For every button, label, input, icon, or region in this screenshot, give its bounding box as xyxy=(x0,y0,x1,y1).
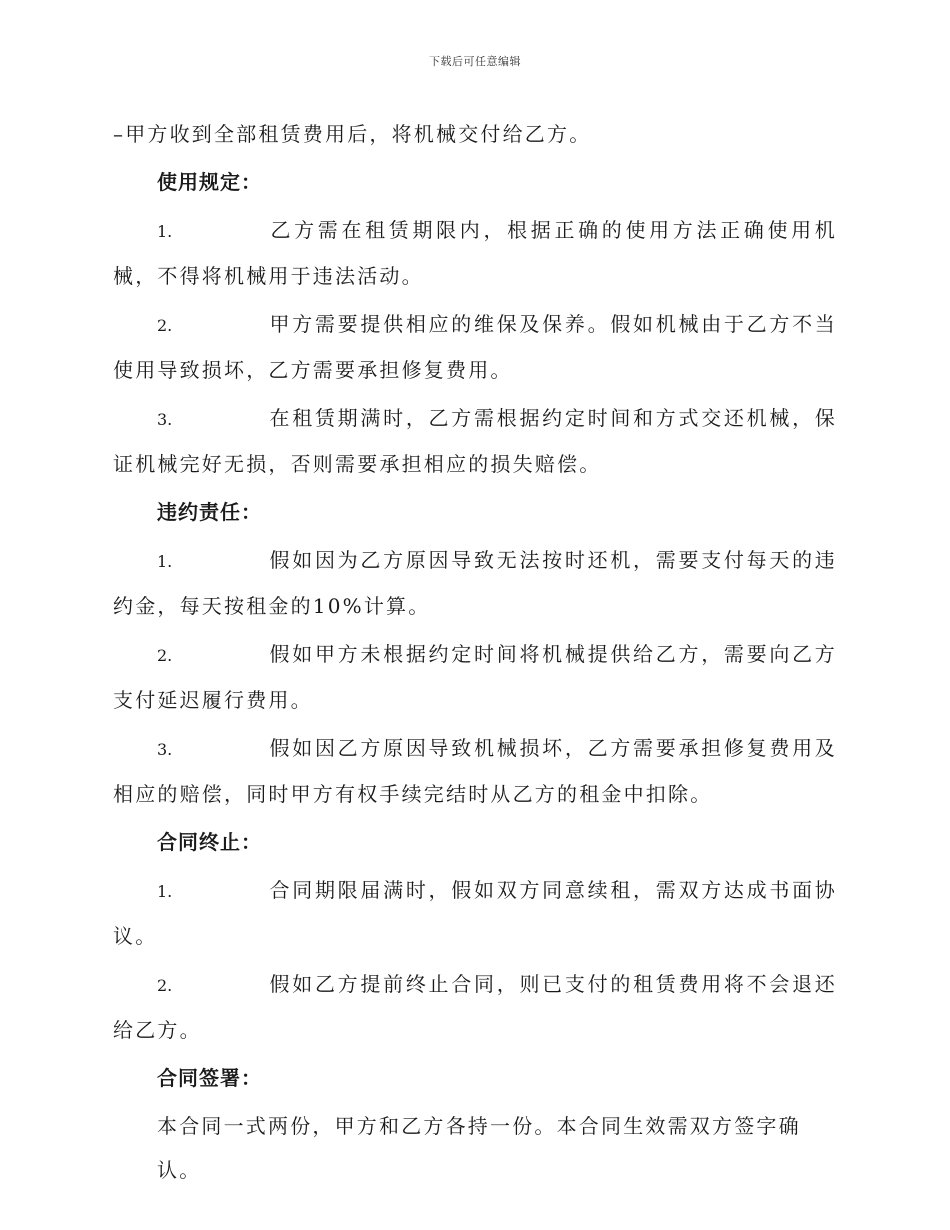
item-number: 2. xyxy=(157,976,173,995)
list-item xyxy=(113,962,837,1052)
closing-paragraph: 本合同一式两份，甲方和乙方各持一份。本合同生效需双方签字确认。 xyxy=(157,1114,801,1182)
item-text: 在租赁期满时，乙方需根据约定时间和方式交还机械，保证机械完好无损，否则需要承担相应的损失赔偿。 xyxy=(113,406,837,476)
item-number: 1. xyxy=(157,552,173,571)
document-body xyxy=(113,112,837,1192)
list-item xyxy=(113,396,837,486)
item-text: 合同期限届满时，假如双方同意续租，需双方达成书面协议。 xyxy=(113,878,837,948)
item-number: 1. xyxy=(157,222,173,241)
list-item xyxy=(113,868,837,958)
item-number: 3. xyxy=(157,410,173,429)
list-item xyxy=(113,538,837,628)
section-heading: 合同签署： xyxy=(157,1066,262,1090)
page-header: 下载后可任意编辑 xyxy=(429,55,521,68)
section-usage xyxy=(113,160,837,486)
item-number: 3. xyxy=(157,740,173,759)
list-item xyxy=(113,726,837,816)
section-signing xyxy=(113,1056,837,1192)
item-number: 2. xyxy=(157,646,173,665)
item-text: 假如甲方未根据约定时间将机械提供给乙方，需要向乙方支付延迟履行费用。 xyxy=(113,642,837,712)
item-text: 假如因为乙方原因导致无法按时还机，需要支付每天的违约金，每天按租金的10%计算。 xyxy=(113,548,837,618)
item-number: 2. xyxy=(157,316,173,335)
section-heading: 使用规定： xyxy=(157,170,262,194)
intro-paragraph: –甲方收到全部租赁费用后，将机械交付给乙方。 xyxy=(113,122,592,146)
section-heading: 合同终止： xyxy=(157,830,262,854)
section-termination xyxy=(113,820,837,1052)
item-number: 1. xyxy=(157,882,173,901)
item-text: 甲方需要提供相应的维保及保养。假如机械由于乙方不当使用导致损坏，乙方需要承担修复费用。 xyxy=(113,312,837,382)
item-text: 假如乙方提前终止合同，则已支付的租赁费用将不会退还给乙方。 xyxy=(113,972,837,1042)
section-breach xyxy=(113,490,837,816)
item-text: 假如因乙方原因导致机械损坏，乙方需要承担修复费用及相应的赔偿，同时甲方有权手续完结时从乙方的租金中扣除。 xyxy=(113,736,837,806)
list-item xyxy=(113,302,837,392)
section-heading: 违约责任： xyxy=(157,500,262,524)
item-text: 乙方需在租赁期限内，根据正确的使用方法正确使用机械，不得将机械用于违法活动。 xyxy=(113,218,837,288)
list-item xyxy=(113,208,837,298)
list-item xyxy=(113,632,837,722)
